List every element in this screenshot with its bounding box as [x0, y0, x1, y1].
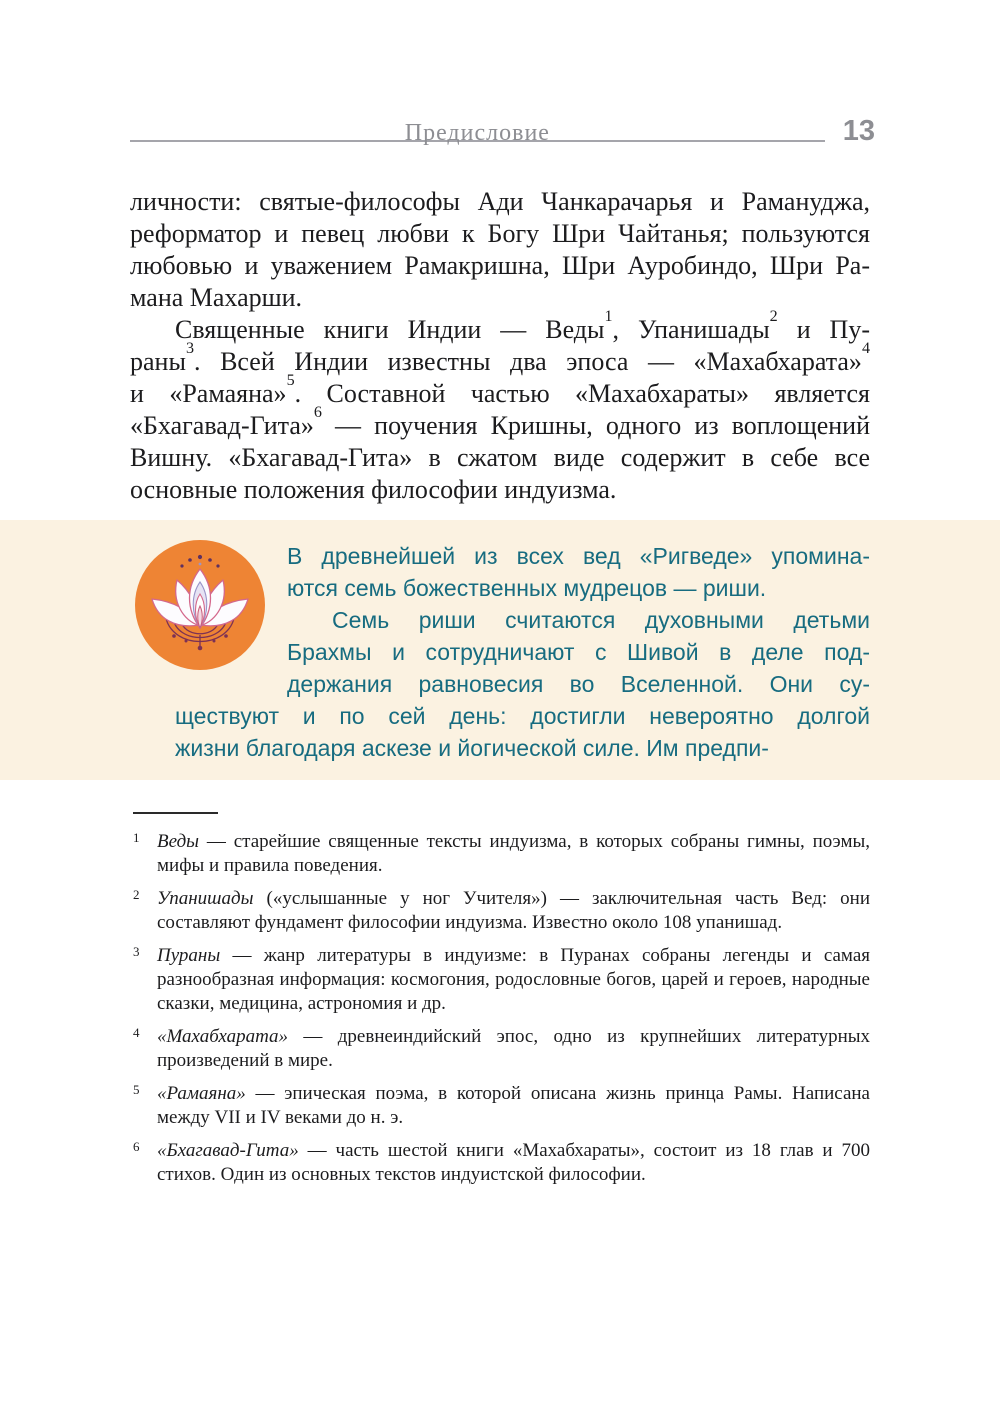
callout-line: держания равновесия во Вселенной. Они су-	[287, 671, 870, 697]
footnote-number: 5	[133, 1082, 140, 1097]
footnote-text: Упанишады («услышанные у ног Учителя») — заключительная часть Вед: они составляют фундамент философии индуизма. Известно около 108 упанишад.	[157, 888, 870, 933]
paragraph	[130, 186, 870, 314]
footnote-divider	[133, 812, 218, 814]
text-line: Вишну. «Бхагавад-Гита» в сжатом виде содержит в себе все	[130, 443, 870, 472]
page-header	[130, 108, 875, 147]
footnote	[133, 830, 870, 878]
footnote-ref: 6	[313, 404, 322, 422]
footnote-ref: 5	[286, 372, 295, 390]
footnote	[133, 1139, 870, 1187]
lotus-icon	[135, 540, 265, 674]
footnote	[133, 1025, 870, 1073]
text-line: и «Рамаяна»$^5$. Составной частью «Махабхараты» является	[130, 372, 870, 408]
page-number: 13	[842, 115, 875, 147]
footnote-ref: 3	[185, 340, 194, 358]
footnote-text: «Бхагавад-Гита» — часть шестой книги «Махабхараты», состоит из 18 глав и 700 стихов. Один из основных текстов индуистской философии.	[157, 1140, 870, 1185]
footnote-ref: 2	[769, 308, 778, 326]
footnote-number: 2	[133, 887, 140, 902]
footnote-text: Пураны — жанр литературы в индуизме: в Пуранах собраны легенды и самая разнообразная информация: космогония, родословные богов, царей и героев, народные сказки, медицина, астрономия и др.	[157, 945, 870, 1014]
callout-line: Семь риши считаются духовными детьми	[332, 607, 870, 633]
callout-line: В древнейшей из всех вед «Ригведе» упомина-	[287, 543, 870, 569]
callout-line: Брахмы и сотрудничают с Шивой в деле под-	[287, 639, 870, 665]
footnote-term: «Бхагавад-Гита»	[157, 1140, 299, 1161]
paragraph	[130, 308, 870, 506]
footnote-term: «Рамаяна»	[157, 1083, 246, 1104]
footnote-text: «Рамаяна» — эпическая поэма, в которой описана жизнь принца Рамы. Написана между VII и IV веками до н. э.	[157, 1083, 870, 1128]
callout-box	[0, 520, 1000, 780]
footnote-ref: 4	[861, 340, 870, 358]
callout-line: жизни благодаря аскезе и йогической силе. Им предпи-	[175, 735, 769, 761]
footnote-term: «Махабхарата»	[157, 1026, 289, 1047]
text-line: реформатор и певец любви к Богу Шри Чайтанья; пользуются	[130, 219, 870, 248]
text-line: личности: святые-философы Ади Чанкарачарья и Рамануджа,	[130, 187, 870, 216]
footnote-text: Веды — старейшие священные тексты индуизма, в которых собраны гимны, поэмы, мифы и правила поведения.	[157, 831, 870, 876]
footnote-term: Пураны	[157, 945, 221, 966]
text-line: любовью и уважением Рамакришна, Шри Ауробиндо, Шри Ра-	[130, 251, 870, 280]
page-title: Предисловие	[404, 120, 550, 146]
footnote-term: Веды	[157, 831, 200, 852]
footnote-term: Упанишады	[157, 888, 254, 909]
body-text	[130, 186, 870, 506]
text-line: мана Махарши.	[130, 283, 303, 312]
footnote	[133, 1082, 870, 1130]
footnote-number: 6	[133, 1139, 140, 1154]
book-page	[0, 108, 1000, 1425]
callout-line: ществуют и по сей день: достигли невероятно долгой	[175, 703, 870, 729]
text-line: Священные книги Индии — Веды$^1$, Упанишады$^2$ и Пу-	[175, 308, 870, 344]
footnote-text: «Махабхарата» — древнеиндийский эпос, одно из крупнейших литературных произведений в мире.	[157, 1026, 870, 1071]
footnote-number: 1	[133, 830, 140, 845]
callout-line: ются семь божественных мудрецов — риши.	[287, 575, 767, 601]
footnote	[133, 944, 870, 1016]
text-line: «Бхагавад-Гита»$^6$ — поучения Кришны, одного из воплощений	[130, 404, 870, 440]
footnote-number: 3	[133, 944, 140, 959]
text-line: основные положения философии индуизма.	[130, 475, 617, 504]
text-line: раны$^3$. Всей Индии известны два эпоса — «Махабхарата»$^4$	[130, 340, 870, 376]
footnote	[133, 887, 870, 935]
header-rule	[130, 108, 825, 146]
footnote-number: 4	[133, 1025, 140, 1040]
footnote-ref: 1	[604, 308, 613, 326]
footnotes	[133, 830, 870, 1187]
